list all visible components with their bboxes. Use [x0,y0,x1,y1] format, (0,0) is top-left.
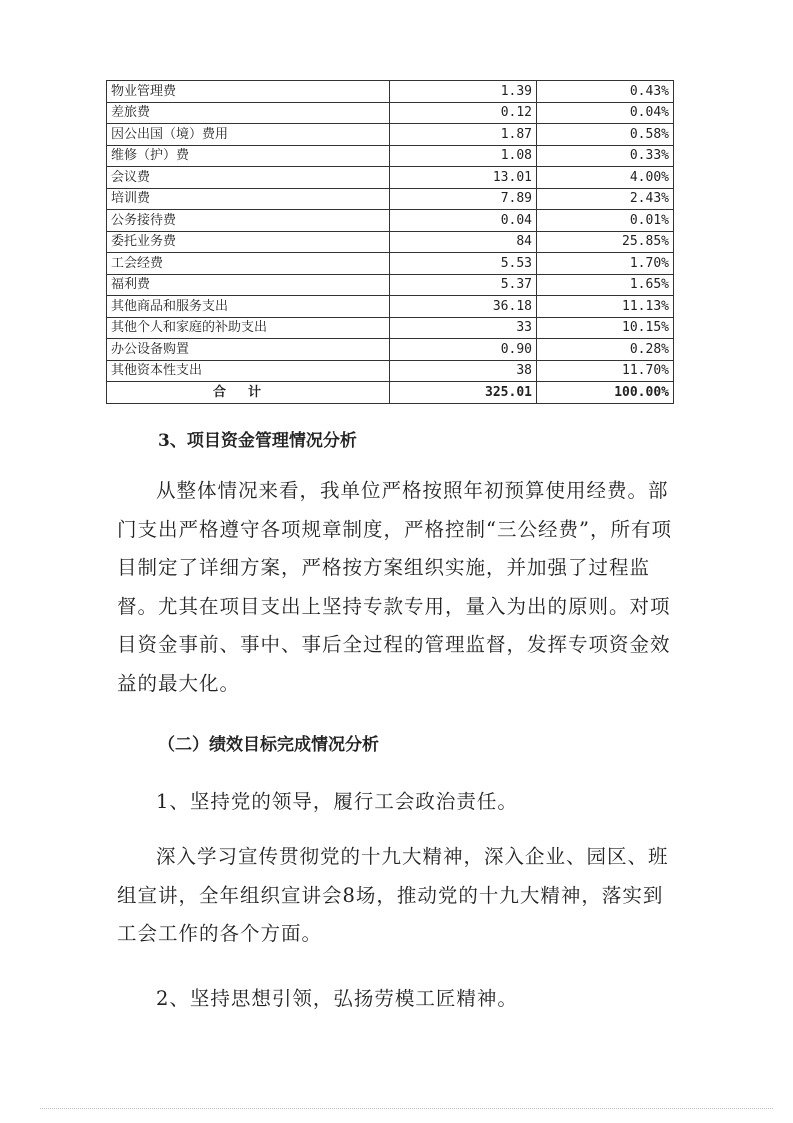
list-item-1: 1、坚持党的领导，履行工会政治责任。 [156,790,518,813]
row-ratio: 0.28% [537,339,674,361]
table-total-row [107,382,674,404]
row-expense-name: 福利费 [107,274,390,296]
table-row [107,102,674,124]
table-row [107,124,674,146]
row-expense-name: 工会经费 [107,253,390,275]
table-row [107,360,674,382]
row-amount: 0.12 [390,102,537,124]
row-ratio: 0.04% [537,102,674,124]
row-amount: 0.04 [390,210,537,232]
row-amount: 5.37 [390,274,537,296]
row-amount: 38 [390,360,537,382]
row-ratio: 25.85% [537,231,674,253]
row-amount: 84 [390,231,537,253]
row-ratio: 0.58% [537,124,674,146]
total-label: 合计 [107,382,390,404]
row-expense-name: 办公设备购置 [107,339,390,361]
expense-table-body [107,81,674,382]
table-row [107,296,674,318]
row-amount: 13.01 [390,167,537,189]
row-expense-name: 其他个人和家庭的补助支出 [107,317,390,339]
table-row [107,317,674,339]
table-row [107,339,674,361]
total-amount: 325.01 [390,382,537,404]
list-item-2: 2、坚持思想引领，弘扬劳模工匠精神。 [156,987,518,1010]
row-ratio: 0.43% [537,81,674,103]
expense-table-wrapper [106,80,673,404]
row-expense-name: 其他商品和服务支出 [107,296,390,318]
table-row [107,145,674,167]
paragraph-project-funds: 从整体情况来看，我单位严格按照年初预算使用经费。部门支出严格遵守各项规章制度，严格控制“三公经费”，所有项目制定了详细方案，严格按方案组织实施，并加强了过程监督。尤其在项目支出上坚持专款专用，量入为出的原则。对项目资金事前、事中、事后全过程的管理监督，发挥专项资金效益的最大化。 [117,479,672,695]
row-ratio: 11.13% [537,296,674,318]
row-amount: 5.53 [390,253,537,275]
table-row [107,210,674,232]
row-ratio: 0.33% [537,145,674,167]
table-row [107,274,674,296]
row-amount: 36.18 [390,296,537,318]
row-expense-name: 差旅费 [107,102,390,124]
row-expense-name: 物业管理费 [107,81,390,103]
section-heading-performance: （二）绩效目标完成情况分析 [158,735,379,755]
table-row [107,253,674,275]
table-row [107,188,674,210]
paragraph-item-1: 深入学习宣传贯彻党的十九大精神，深入企业、园区、班组宣讲，全年组织宣讲会8场，推动党的十九大精神，落实到工会工作的各个方面。 [117,845,669,945]
table-row [107,81,674,103]
row-expense-name: 维修（护）费 [107,145,390,167]
section-heading-project-funds: 3、项目资金管理情况分析 [158,431,357,451]
table-row [107,167,674,189]
page-footer-divider [40,1108,773,1109]
row-expense-name: 培训费 [107,188,390,210]
row-ratio: 1.65% [537,274,674,296]
row-expense-name: 会议费 [107,167,390,189]
row-amount: 0.90 [390,339,537,361]
row-expense-name: 委托业务费 [107,231,390,253]
row-ratio: 2.43% [537,188,674,210]
expense-table [106,80,674,404]
row-ratio: 0.01% [537,210,674,232]
row-expense-name: 公务接待费 [107,210,390,232]
row-expense-name: 其他资本性支出 [107,360,390,382]
row-ratio: 1.70% [537,253,674,275]
row-amount: 1.39 [390,81,537,103]
total-ratio: 100.00% [537,382,674,404]
row-ratio: 4.00% [537,167,674,189]
row-ratio: 10.15% [537,317,674,339]
row-ratio: 11.70% [537,360,674,382]
table-row [107,231,674,253]
row-expense-name: 因公出国（境）费用 [107,124,390,146]
row-amount: 7.89 [390,188,537,210]
row-amount: 1.87 [390,124,537,146]
row-amount: 1.08 [390,145,537,167]
row-amount: 33 [390,317,537,339]
